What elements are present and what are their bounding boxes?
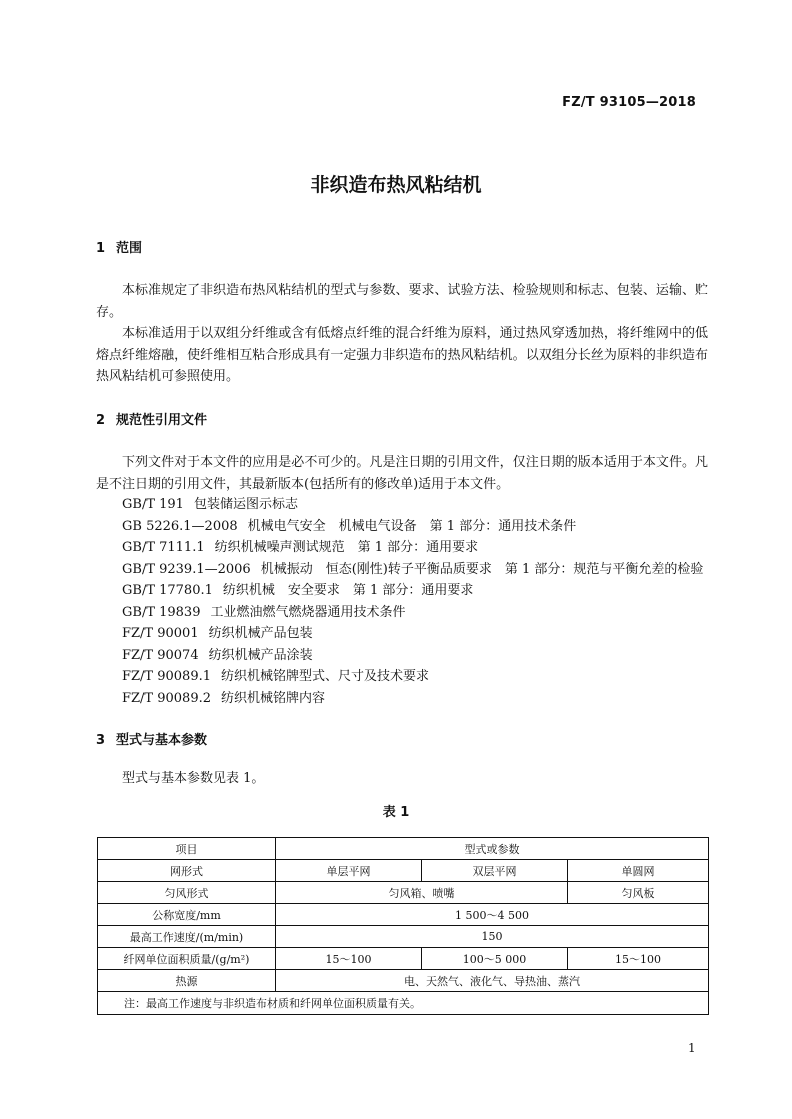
row-label: 网形式 <box>98 860 276 882</box>
section-1-title: 范围 <box>116 241 143 256</box>
table-cell: 匀风箱、喷嘴 <box>276 882 568 904</box>
row-label: 最高工作速度/(m/min) <box>98 926 276 948</box>
section-3-heading <box>96 729 207 748</box>
reference-item <box>122 537 703 559</box>
section-3-para-1: 型式与基本参数见表 1。 <box>122 771 265 786</box>
reference-item <box>122 516 703 538</box>
table-cell: 100～5 000 <box>422 948 568 970</box>
table-cell: 单层平网 <box>276 860 422 882</box>
reference-code: FZ/T 90089.2 <box>122 690 211 706</box>
reference-title: 纺织机械产品涂装 <box>208 647 313 663</box>
normative-references-list <box>122 494 703 709</box>
table-cell: 15～100 <box>276 948 422 970</box>
reference-item <box>122 623 703 645</box>
reference-title: 机械电气安全 机械电气设备 第 1 部分：通用技术条件 <box>247 518 577 534</box>
reference-title: 包装储运图示标志 <box>193 497 298 512</box>
reference-code: GB/T 7111.1 <box>122 540 205 555</box>
table-cell: 150 <box>276 926 709 948</box>
row-label: 公称宽度/mm <box>98 904 276 926</box>
table-row <box>98 948 709 970</box>
table-cell: 匀风板 <box>568 882 709 904</box>
reference-title: 机械振动 恒态(刚性)转子平衡品质要求 第 1 部分：规范与平衡允差的检验 <box>260 561 704 577</box>
table-row <box>98 882 709 904</box>
reference-code: GB/T 17780.1 <box>122 583 213 598</box>
table-note-row <box>98 992 709 1015</box>
table-header-row <box>98 838 709 860</box>
reference-title: 纺织机械铭牌型式、尺寸及技术要求 <box>221 669 430 684</box>
reference-title: 纺织机械铭牌内容 <box>221 690 326 706</box>
section-1-para-1: 本标准规定了非织造布热风粘结机的型式与参数、要求、试验方法、检验规则和标志、包装、运输、贮存。 <box>96 283 708 320</box>
row-label: 纤网单位面积质量/(g/m²) <box>98 948 276 970</box>
standard-code: FZ/T 93105—2018 <box>562 95 696 110</box>
table-row <box>98 970 709 992</box>
table-caption: 表 1 <box>382 805 410 820</box>
reference-title: 纺织机械 安全要求 第 1 部分：通用要求 <box>222 583 474 598</box>
reference-code: GB/T 19839 <box>122 604 201 620</box>
reference-code: GB/T 191 <box>122 497 184 512</box>
table-cell: 单圆网 <box>568 860 709 882</box>
reference-item <box>122 666 703 688</box>
reference-item <box>122 559 703 581</box>
header-item-cell: 项目 <box>98 838 276 860</box>
section-1-heading <box>96 237 142 256</box>
section-1-number: 1 <box>96 241 106 256</box>
row-label: 热源 <box>98 970 276 992</box>
header-group-cell: 型式或参数 <box>276 838 709 860</box>
reference-item <box>122 602 703 624</box>
reference-code: FZ/T 90074 <box>122 647 199 663</box>
document-title: 非织造布热风粘结机 <box>310 174 482 196</box>
reference-title: 纺织机械产品包装 <box>208 626 313 641</box>
reference-code: GB 5226.1—2008 <box>122 518 238 534</box>
table-note: 注：最高工作速度与非织造布材质和纤网单位面积质量有关。 <box>98 992 709 1015</box>
section-2-para-1: 下列文件对于本文件的应用是必不可少的。凡是注日期的引用文件，仅注日期的版本适用于本文件。凡是不注日期的引用文件，其最新版本(包括所有的修改单)适用于本文件。 <box>96 455 708 492</box>
page-number: 1 <box>688 1041 696 1055</box>
section-3-number: 3 <box>96 733 106 748</box>
section-3-title: 型式与基本参数 <box>116 733 208 748</box>
parameters-table <box>97 837 709 1015</box>
section-2-number: 2 <box>96 413 106 428</box>
table-cell: 电、天然气、液化气、导热油、蒸汽 <box>276 970 709 992</box>
section-1-para-2: 本标准适用于以双组分纤维或含有低熔点纤维的混合纤维为原料，通过热风穿透加热，将纤维网中的低熔点纤维熔融，使纤维相互粘合形成具有一定强力非织造布的热风粘结机。以双组分长丝为原料的非织造布热风粘结机可参照使用。 <box>96 326 708 384</box>
table-cell: 15～100 <box>568 948 709 970</box>
table-cell: 双层平网 <box>422 860 568 882</box>
reference-title: 纺织机械噪声测试规范 第 1 部分：通用要求 <box>214 540 479 555</box>
reference-code: FZ/T 90089.1 <box>122 669 211 684</box>
row-label: 匀风形式 <box>98 882 276 904</box>
section-2-title: 规范性引用文件 <box>116 413 208 428</box>
reference-item <box>122 645 703 667</box>
reference-title: 工业燃油燃气燃烧器通用技术条件 <box>210 604 406 620</box>
table-row <box>98 860 709 882</box>
reference-item <box>122 580 703 602</box>
table-cell: 1 500～4 500 <box>276 904 709 926</box>
table-row <box>98 904 709 926</box>
reference-code: FZ/T 90001 <box>122 626 199 641</box>
reference-item <box>122 494 703 516</box>
reference-item <box>122 688 703 710</box>
reference-code: GB/T 9239.1—2006 <box>122 561 251 577</box>
section-2-heading <box>96 409 207 428</box>
table-row <box>98 926 709 948</box>
